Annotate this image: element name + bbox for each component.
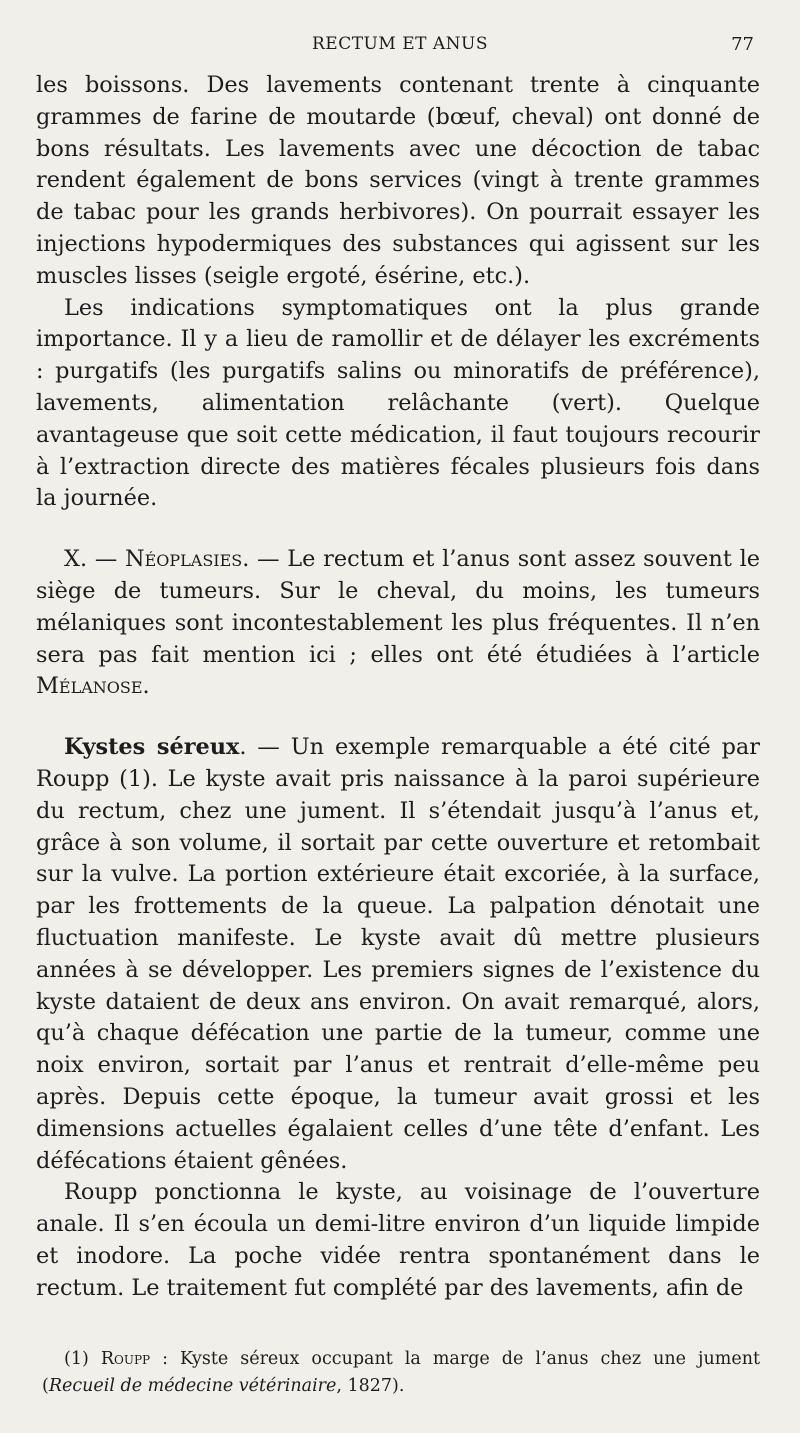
cross-reference-melanose: Mélanose <box>36 673 143 700</box>
footnote-author: Roupp <box>100 1349 151 1369</box>
footnote <box>42 1346 760 1400</box>
page-body <box>36 70 760 1304</box>
footnote-text <box>42 1346 760 1400</box>
section-heading-neoplasies: Néoplasies <box>124 546 243 573</box>
paragraph-5: Roupp ponctionna le kyste, au voisinage de l’ouverture anale. Il s’en écoula un demi-litre environ d’un liquide limpide et inodore. La poche vidée rentra spontanément dans le rectum. Le traitement fut complété par des lavements, afin de <box>36 1179 760 1301</box>
footnote-citation-close: , 1827). <box>336 1376 405 1396</box>
footnote-body: : Kyste séreux occupant la marge de l’anus chez une jument <box>150 1349 761 1369</box>
page-number: 77 <box>731 34 754 55</box>
subsection-heading-kystes: Kystes séreux <box>64 734 240 761</box>
running-title: RECTUM ET ANUS <box>312 34 488 54</box>
footnote-marker: (1) <box>64 1349 101 1369</box>
paragraph-1: les boissons. Des lavements contenant trente à cinquante grammes de farine de moutarde (bœuf, cheval) ont donné de bons résultats. Les lavements avec une décoction de tabac rendent également de bons services (vingt à trente grammes de tabac pour les grands herbivores). On pourrait essayer les injections hypodermiques des substances qui agissent sur les muscles lisses (seigle ergoté, ésérine, etc.). <box>36 72 760 289</box>
paragraph-neoplasies <box>36 544 760 703</box>
paragraph-4-text: . — Un exemple remarquable a été cité par Roupp (1). Le kyste avait pris naissance à la paroi supérieure du rectum, chez une jument. Il s’étendait jusqu’à l’anus et, grâce à son volume, il sortait par cette ouverture et retombait sur la vulve. La portion extérieure était excoriée, à la surface, par les frottements de la queue. La palpation dénotait une fluctuation manifeste. Le kyste avait dû mettre plusieurs années à se développer. Les premiers signes de l’existence du kyste dataient de deux ans environ. On avait remarqué, alors, qu’à chaque défécation une partie de la tumeur, comme une noix environ, sortait par l’anus et rentrait d’elle-même peu après. Depuis cette époque, la tumeur avait grossi et les dimensions actuelles égalaient celles d’une tête d’enfant. Les défécations étaient gênées. <box>36 734 760 1174</box>
footnote-journal: Recueil de médecine vétérinaire <box>48 1376 337 1396</box>
footnote-citation-open: ( <box>42 1376 49 1396</box>
paragraph-kystes <box>36 732 760 1177</box>
running-header <box>0 34 800 58</box>
section-number: X. — <box>64 546 125 573</box>
paragraph-2: Les indications symptomatiques ont la plus grande importance. Il y a lieu de ramollir et de délayer les excréments : purgatifs (les purgatifs salins ou minoratifs de préférence), lavements, alimentation relâchante (vert). Quelque avantageuse que soit cette médication, il faut toujours recourir à l’extraction directe des matières fécales plusieurs fois dans la journée. <box>36 294 760 512</box>
paragraph-3-end: . <box>142 673 150 700</box>
paragraph-3-text: . — Le rectum et l’anus sont assez souvent le siège de tumeurs. Sur le cheval, du moins, les tumeurs mélaniques sont incontestablement les plus fréquentes. Il n’en sera pas fait mention ici ; elles ont été étudiées à l’article <box>36 546 760 668</box>
